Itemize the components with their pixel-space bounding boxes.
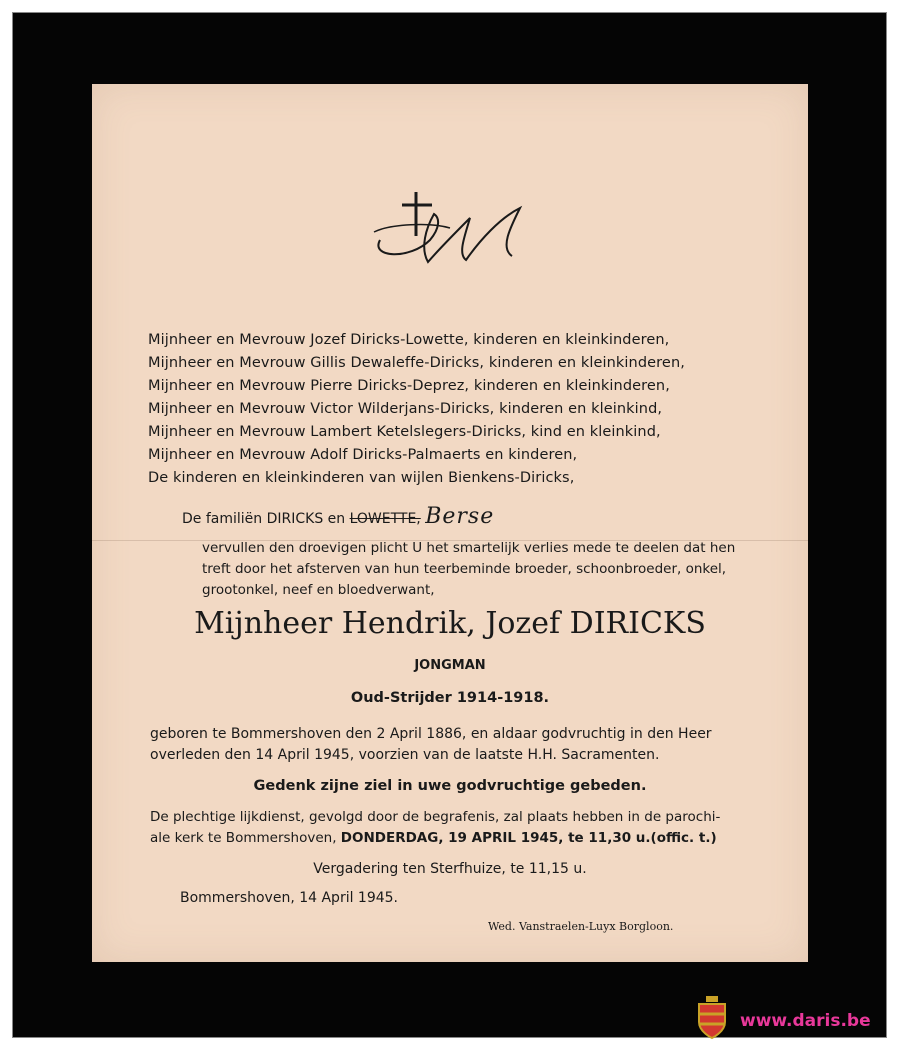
- familien-line: [182, 504, 494, 529]
- funeral-line: [150, 830, 717, 846]
- family-line: Mijnheer en Mevrouw Adolf Diricks-Palmaerts en kinderen,: [148, 447, 578, 463]
- announcement-line: vervullen den droevigen plicht U het smartelijk verlies mede te deelen dat hen: [202, 540, 736, 556]
- crossed-out-name: LOWETTE,: [349, 511, 421, 527]
- family-line: Mijnheer en Mevrouw Pierre Diricks-Deprez, kinderen en kleinkinderen,: [148, 378, 670, 394]
- watermark-link[interactable]: www.daris.be: [740, 1011, 871, 1031]
- funeral-church: ale kerk te Bommershoven,: [150, 830, 337, 846]
- veteran-title: Oud-Strijder 1914-1918.: [350, 690, 550, 706]
- cross-monogram-icon: [370, 188, 530, 278]
- deceased-name: Mijnheer Hendrik, Jozef DIRICKS: [194, 606, 706, 641]
- family-line: Mijnheer en Mevrouw Jozef Diricks-Lowette, kinderen en kleinkinderen,: [148, 332, 670, 348]
- family-line: Mijnheer en Mevrouw Victor Wilderjans-Diricks, kinderen en kleinkind,: [148, 401, 663, 417]
- family-line: Mijnheer en Mevrouw Lambert Ketelslegers-Diricks, kind en kleinkind,: [148, 424, 661, 440]
- memorial-card: [92, 84, 808, 962]
- prayer-request: Gedenk zijne ziel in uwe godvruchtige gebeden.: [253, 778, 647, 794]
- family-line: Mijnheer en Mevrouw Gillis Dewaleffe-Diricks, kinderen en kleinkinderen,: [148, 355, 685, 371]
- family-line: De kinderen en kleinkinderen van wijlen Bienkens-Diricks,: [148, 470, 575, 486]
- announcement-line: treft door het afsterven van hun teerbeminde broeder, schoonbroeder, onkel,: [202, 561, 727, 577]
- place-date: Bommershoven, 14 April 1945.: [180, 890, 399, 906]
- coat-of-arms-icon: [696, 996, 728, 1040]
- birth-line: geboren te Bommershoven den 2 April 1886, en aldaar godvruchtig in den Heer: [150, 726, 712, 742]
- familien-prefix: De familiën DIRICKS en: [182, 511, 346, 527]
- printer-credit: Wed. Vanstraelen-Luyx Borgloon.: [488, 920, 674, 933]
- funeral-date: DONDERDAG, 19 APRIL 1945, te 11,30 u.(offic. t.): [340, 830, 717, 846]
- announcement-line: grootonkel, neef en bloedverwant,: [202, 582, 435, 598]
- gathering-note: Vergadering ten Sterfhuize, te 11,15 u.: [313, 861, 587, 877]
- death-line: overleden den 14 April 1945, voorzien van de laatste H.H. Sacramenten.: [150, 747, 660, 763]
- handwritten-name: Berse: [425, 504, 495, 529]
- funeral-line: De plechtige lijkdienst, gevolgd door de begrafenis, zal plaats hebben in de parochi-: [150, 809, 721, 825]
- deceased-status: JONGMAN: [414, 658, 486, 673]
